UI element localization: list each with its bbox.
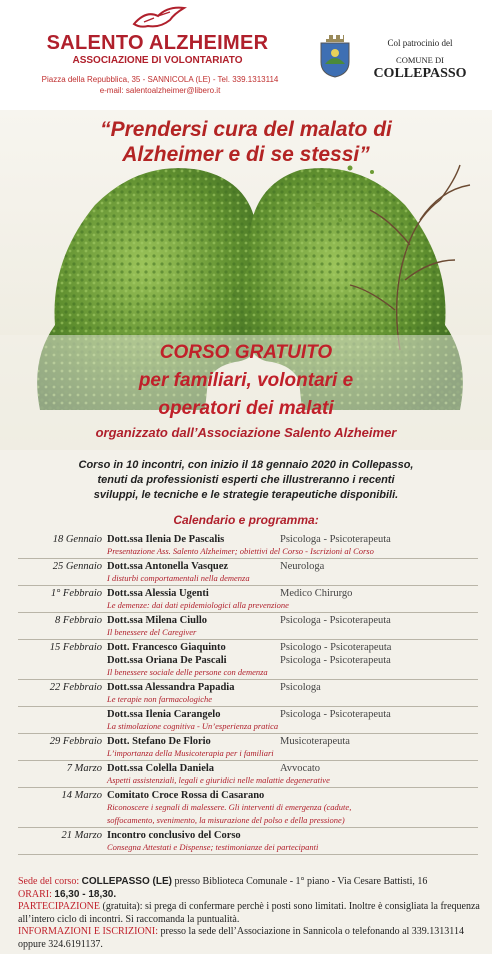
schedule-row — [18, 613, 478, 640]
session-date: 29 Febbraio — [49, 736, 102, 747]
venue-label: Sede del corso: — [18, 876, 80, 887]
session-topic: Consegna Attestati e Dispense; testimonianze dei partecipanti — [107, 842, 319, 852]
session-topic: Riconoscere i segnali di malessere. Gli interventi di emergenza (cadute, — [107, 802, 352, 812]
speaker-line — [18, 653, 478, 666]
municipal-crest-icon — [318, 34, 352, 78]
org-name: SALENTO ALZHEIMER — [46, 32, 269, 54]
speaker-name: Incontro conclusivo del Corso — [107, 830, 241, 841]
schedule-row — [18, 640, 478, 680]
speaker-name: Dott.ssa Ilenia De Pascalis — [107, 534, 225, 545]
session-topic: Le demenze: dai dati epidemiologici alla prevenzione — [107, 600, 289, 610]
speaker-role: Psicologo - Psicoterapeuta — [280, 642, 392, 653]
org-address: Piazza della Repubblica, 35 - SANNICOLA (LE) - Tel. 339.1313114 — [41, 75, 279, 84]
schedule-row — [18, 532, 478, 559]
patronage-label: Col patrocinio del — [387, 38, 453, 48]
speaker-line — [18, 559, 478, 572]
course-audience-line2: operatori dei malati — [158, 398, 334, 419]
session-topic: Il benessere sociale delle persone con demenza — [107, 667, 268, 677]
org-subtitle: ASSOCIAZIONE DI VOLONTARIATO — [72, 55, 243, 66]
speaker-line — [18, 707, 478, 720]
header — [0, 0, 492, 110]
comune-label: COMUNE DI — [396, 55, 444, 65]
schedule-row — [18, 559, 478, 586]
calendar-title: Calendario e programma: — [173, 513, 319, 527]
organized-by: organizzato dall’Associazione Salento Alzheimer — [95, 425, 397, 440]
hours-label: ORARI: — [18, 888, 52, 900]
speaker-name: Dott. Francesco Giaquinto — [107, 642, 226, 653]
speaker-role: Psicologa — [280, 682, 321, 693]
schedule-row — [18, 828, 478, 855]
venue-line — [18, 876, 480, 889]
schedule-row — [18, 707, 478, 734]
speaker-role: Musicoterapeuta — [280, 736, 350, 747]
venue-city: COLLEPASSO (LE) — [81, 876, 172, 887]
speaker-name: Dott.ssa Alessandra Papadia — [107, 682, 235, 693]
participation-text: (gratuita): si prega di confermare perchè i posti sono limitati. Inoltre è consigliata la frequenza all’intero ciclo di incontri. Si raccomanda la puntualità. — [18, 901, 480, 925]
course-intro — [22, 458, 470, 503]
intro-line: sviluppi, le tecniche e le strategie terapeutiche disponibili. — [93, 489, 399, 501]
intro-line: Corso in 10 incontri, con inizio il 18 gennaio 2020 in Collepasso, — [78, 459, 414, 471]
org-email: e-mail: salentoalzheimer@libero.it — [99, 86, 221, 95]
info-text: presso la sede dell’Associazione in Sannicola o telefonando al 339.1313114 oppure 324.6191137. — [18, 926, 464, 950]
speaker-line — [18, 788, 478, 801]
speaker-name: Dott.ssa Ilenia Carangelo — [107, 709, 221, 720]
session-date: 22 Febbraio — [49, 682, 102, 693]
speaker-line — [18, 532, 478, 545]
session-date: 7 Marzo — [66, 763, 102, 774]
speaker-name: Dott.ssa Milena Ciullo — [107, 615, 208, 626]
venue-address: presso Biblioteca Comunale - 1° piano - Via Cesare Battisti, 16 — [174, 876, 428, 887]
schedule-row — [18, 680, 478, 707]
speaker-role: Medico Chirurgo — [280, 588, 353, 599]
title-quote-line2: Alzheimer e di se stessi” — [122, 143, 370, 166]
schedule-row — [18, 734, 478, 761]
speaker-role: Psicologa - Psicoterapeuta — [280, 615, 391, 626]
session-date: 1° Febbraio — [50, 588, 102, 599]
info-line — [18, 926, 480, 951]
speaker-role: Avvocato — [280, 763, 321, 774]
speaker-role: Psicologa - Psicoterapeuta — [280, 709, 391, 720]
session-date: 8 Febbraio — [55, 615, 102, 626]
bird-logo-icon — [130, 2, 188, 32]
session-date: 14 Marzo — [61, 790, 102, 801]
speaker-role: Psicologa - Psicoterapeuta — [280, 534, 391, 545]
speaker-line — [18, 680, 478, 693]
speaker-name: Dott. Stefano De Florio — [107, 736, 211, 747]
speaker-role: Neurologa — [280, 561, 325, 572]
speaker-line — [18, 586, 478, 599]
participation-label: PARTECIPAZIONE — [18, 901, 101, 912]
speaker-line — [18, 761, 478, 774]
session-topic: Le terapie non farmacologiche — [107, 694, 213, 704]
schedule-row — [18, 586, 478, 613]
hours-value: 16,30 - 18,30. — [54, 888, 117, 900]
session-topic: I disturbi comportamentali nella demenza — [107, 573, 250, 583]
speaker-name: Dott.ssa Alessia Ugenti — [107, 588, 209, 599]
session-topic: La stimolazione cognitiva - Un’esperienza pratica — [107, 721, 279, 731]
title-quote-line1: “Prendersi cura del malato di — [100, 118, 392, 141]
schedule-table — [18, 532, 478, 855]
course-audience-line1: per familiari, volontari e — [138, 370, 354, 391]
session-topic: Presentazione Ass. Salento Alzheimer; obiettivi del Corso - Iscrizioni al Corso — [107, 546, 374, 556]
speaker-line — [18, 828, 478, 841]
session-topic: soffocamento, svenimento, la misurazione del polso e della pressione) — [107, 815, 345, 825]
session-topic: Il benessere del Caregiver — [107, 627, 197, 637]
speaker-name: Dott.ssa Colella Daniela — [107, 763, 215, 774]
speaker-role: Psicologa - Psicoterapeuta — [280, 655, 391, 666]
session-date: 25 Gennaio — [52, 561, 102, 572]
hours-line — [18, 889, 480, 902]
info-label: INFORMAZIONI E ISCRIZIONI: — [18, 926, 158, 937]
speaker-name: Dott.ssa Oriana De Pascali — [107, 655, 227, 666]
footer-info — [18, 876, 480, 951]
comune-name: COLLEPASSO — [373, 66, 467, 81]
session-topic: L’importanza della Musicoterapia per i familiari — [107, 748, 274, 758]
session-topic: Aspetti assistenziali, legali e giuridici nelle malattie degenerative — [107, 775, 330, 785]
speaker-line — [18, 613, 478, 626]
course-heading: CORSO GRATUITO — [159, 342, 333, 363]
schedule-row — [18, 788, 478, 828]
speaker-name: Dott.ssa Antonella Vasquez — [107, 561, 229, 572]
session-date: 21 Marzo — [61, 830, 102, 841]
session-date: 18 Gennaio — [52, 534, 102, 545]
speaker-line — [18, 640, 478, 653]
session-date: 15 Febbraio — [49, 642, 102, 653]
speaker-line — [18, 734, 478, 747]
intro-line: tenuti da professionisti esperti che illustreranno i recenti — [97, 474, 395, 486]
schedule-row — [18, 761, 478, 788]
participation-line — [18, 901, 480, 926]
speaker-name: Comitato Croce Rossa di Casarano — [107, 790, 265, 801]
